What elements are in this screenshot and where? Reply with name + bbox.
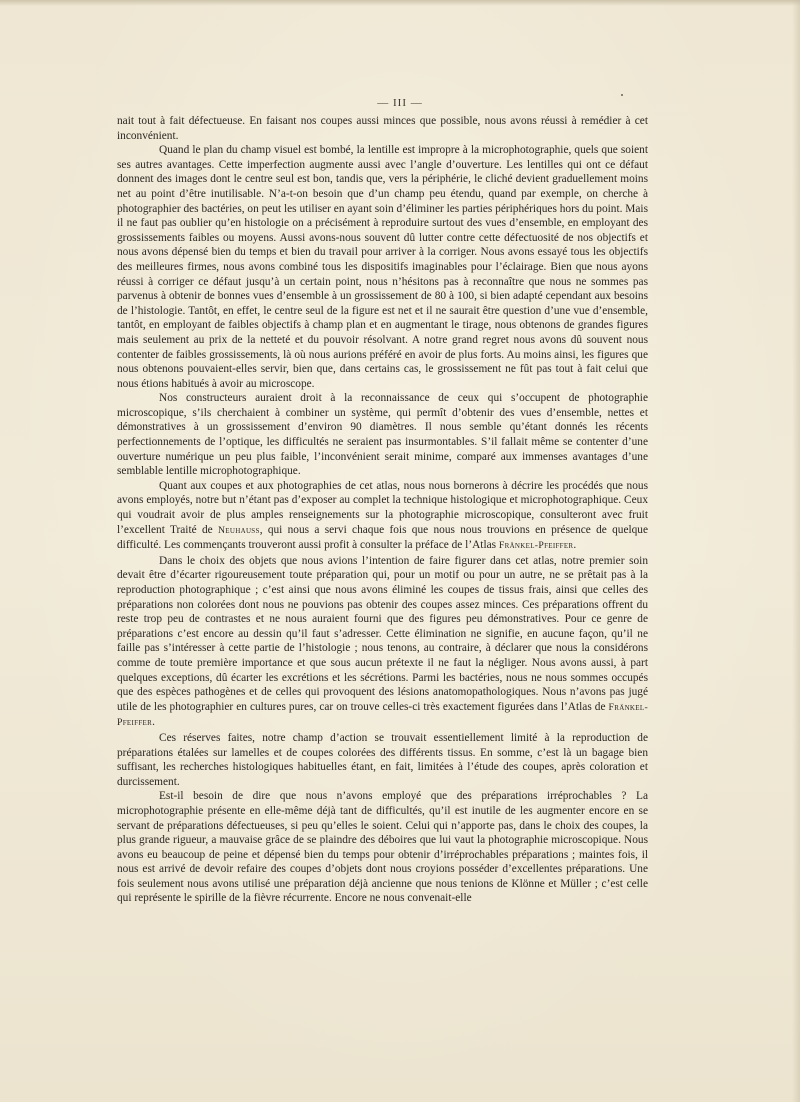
page-top-edge — [0, 0, 800, 6]
paragraph-4-part-3: . — [573, 539, 577, 552]
page-right-edge — [792, 0, 800, 1102]
paragraph-2: Quand le plan du champ visuel est bombé, la lentille est impropre à la microphotographie, quels que soient ses autres avantages. Cette imperfection augmente aussi avec l’angle d’ouverture. Les lentilles qui ont ce défaut donnent des images dont le centre seul est bon, tandis que, vers la périphérie, le cliché devient graduellement moins net au point d’être inutilisable. N’a-t-on besoin que d’un champ peu étendu, quand par exemple, on cherche à photographier des bactéries, on peut les utiliser en ayant soin d’éliminer les parties périphériques hors du point. Mais il ne faut pas oublier qu’en histologie on a précisément à reproduire surtout des vues d’ensemble, en employant des grossissements faibles ou moyens. Aussi avons-nous souvent dû lutter contre cette défectuosité de nos objectifs et nous avons dépensé bien du temps et bien du travail pour arriver à la corriger. Nous avons essayé tous les objectifs des meilleures firmes, nous avons combiné tous les dispositifs imaginables pour l’éclairage. Bien que nous ayons réussi à corriger ce défaut jusqu’à un certain point, nous n’hésitons pas à reconnaître que nous ne sommes pas parvenus à obtenir de bonnes vues d’ensemble à un grossissement de 80 à 100, si bien adapté cependant aux besoins de l’histologie. Tantôt, en effet, le centre seul de la figure est net et il ne saurait être question d’une vue d’ensemble, tantôt, en employant de faibles objectifs à champ plan et en augmentant le tirage, nous obtenons de grandes figures mais seulement au prix de la netteté et du pouvoir résolvant. A notre grand regret nous avons dû souvent nous contenter de faibles grossissements, là où nous aurions préféré en avoir de plus forts. Au moins ainsi, les figures que nous obtenons pouvaient-elles servir, bien que, dans certains cas, le grossissement ne fût pas tout à fait celui que nous étions habitués à avoir au microscope. — [117, 144, 648, 390]
author-name-frankel-pfeiffer: Fränkel-Pfeiffer — [117, 701, 648, 729]
paragraph-5-part-1: Dans le choix des objets que nous avions l’intention de faire figurer dans cet atlas, notre premier soin devait être d’écarter rigoureusement toute préparation qui, pour un motif ou pour un autre, ne se prêtait pas à la reproduction photographique ; c’est ainsi que nous avons éliminé les coupes de tissus frais, ainsi que celles des préparations non colorées dont nous ne pouvions pas obtenir des coupes assez minces. Ces préparations offrent du reste trop peu de contrastes et ne nous auraient fourni que des figures peu démonstratives. Pour ce genre de préparations c’est encore au dessin qu’il faut s’adresser. Cette élimination ne signifie, en aucune façon, qu’il ne faille pas s’intéresser à cette partie de l’histologie ; nous tenons, au contraire, à déclarer que nous la considérons comme de toute première importance et que sous aucun prétexte il ne faut la négliger. Nous avons aussi, à part quelques exceptions, dû écarter les excrétions et les sécrétions. Parmi les bactéries, nous ne nous sommes occupés que des espèces pathogènes et de celles qui provoquent des lésions anatomopathologiques. Nous n’avons pas jugé utile de les photographier en cultures pures, car on trouve celles-ci très exactement figurées dans l’Atlas de — [117, 554, 648, 713]
body-text — [117, 114, 648, 906]
paper-speck — [621, 94, 623, 96]
paragraph-5-part-2: . — [152, 716, 155, 729]
paragraph-4-part-2: , qui nous a servi chaque fois que nous nous trouvions en présence de quelque difficulté. Les commençants trouveront aussi profit à consulter la préface de l’Atlas — [117, 523, 649, 552]
paragraph-1: nait tout à fait défectueuse. En faisant nos coupes aussi minces que possible, nous avons réussi à remédier à cet inconvénient. — [117, 115, 648, 142]
paragraph-4-part-1: Quant aux coupes et aux photographies de cet atlas, nous nous bornerons à décrire les procédés que nous avons employés, notre but n’étant pas d’exposer au complet la technique histologique et microphotographique. Ceux qui voudrait avoir de plus amples renseignements sur la photographie microscopique, consulteront avec fruit l’excellent Traité de — [117, 479, 648, 536]
paragraph-3: Nos constructeurs auraient droit à la reconnaissance de ceux qui s’occupent de photographie microscopique, s’ils cherchaient à combiner un système, qui permît d’obtenir des vues d’ensemble, nettes et démonstratives à un grossissement d’environ 90 diamètres. Il nous semble qu’étant donnés les récents perfectionnements de l’optique, les difficultés ne seraient pas insurmontables. S’il fallait même se contenter d’une ouverture numérique un peu plus faible, l’inconvénient serait minime, comparé aux immenses avantages d’une semblable lentille microphotographique. — [117, 392, 648, 478]
author-name-frankel-pfeiffer: Fränkel-Pfeiffer — [498, 540, 574, 552]
paragraph-4 — [117, 479, 648, 554]
paragraph-7: Est-il besoin de dire que nous n’avons employé que des préparations irréprochables ? La microphotographie présente en elle-même déjà tant de difficultés, qu’il est inutile de les augmenter encore en se servant de préparations défectueuses, si peu qu’elles le soient. Celui qui n’apporte pas, dans le choix des coupes, la plus grande rigueur, a mauvaise grâce de se plaindre des déboires que lui vaut la photographie microscopique. Nous avons eu beaucoup de peine et dépensé bien du temps pour obtenir d’irréprochables préparations ; maintes fois, il nous est arrivé de devoir refaire des coupes d’objets dont nous croyions posséder d’excellentes préparations. Une fois seulement nous avons utilisé une préparation déjà ancienne que nous tenions de Klönne et Müller ; c’est celle qui représente le spirille de la fièvre récurrente. Encore ne nous convenait-elle — [117, 790, 648, 905]
author-name-neuhauss: Neuhauss — [217, 524, 260, 536]
page-number: — III — — [377, 97, 423, 109]
paragraph-5 — [117, 554, 648, 731]
paragraph-6: Ces réserves faites, notre champ d’action se trouvait essentiellement limité à la reproduction de préparations étalées sur lamelles et de coupes colorées des différents tissus. En somme, c’est là un bagage bien suffisant, les recherches histologiques habituelles étant, en fait, limitées à l’étude des coupes, après coloration et durcissement. — [117, 731, 648, 788]
